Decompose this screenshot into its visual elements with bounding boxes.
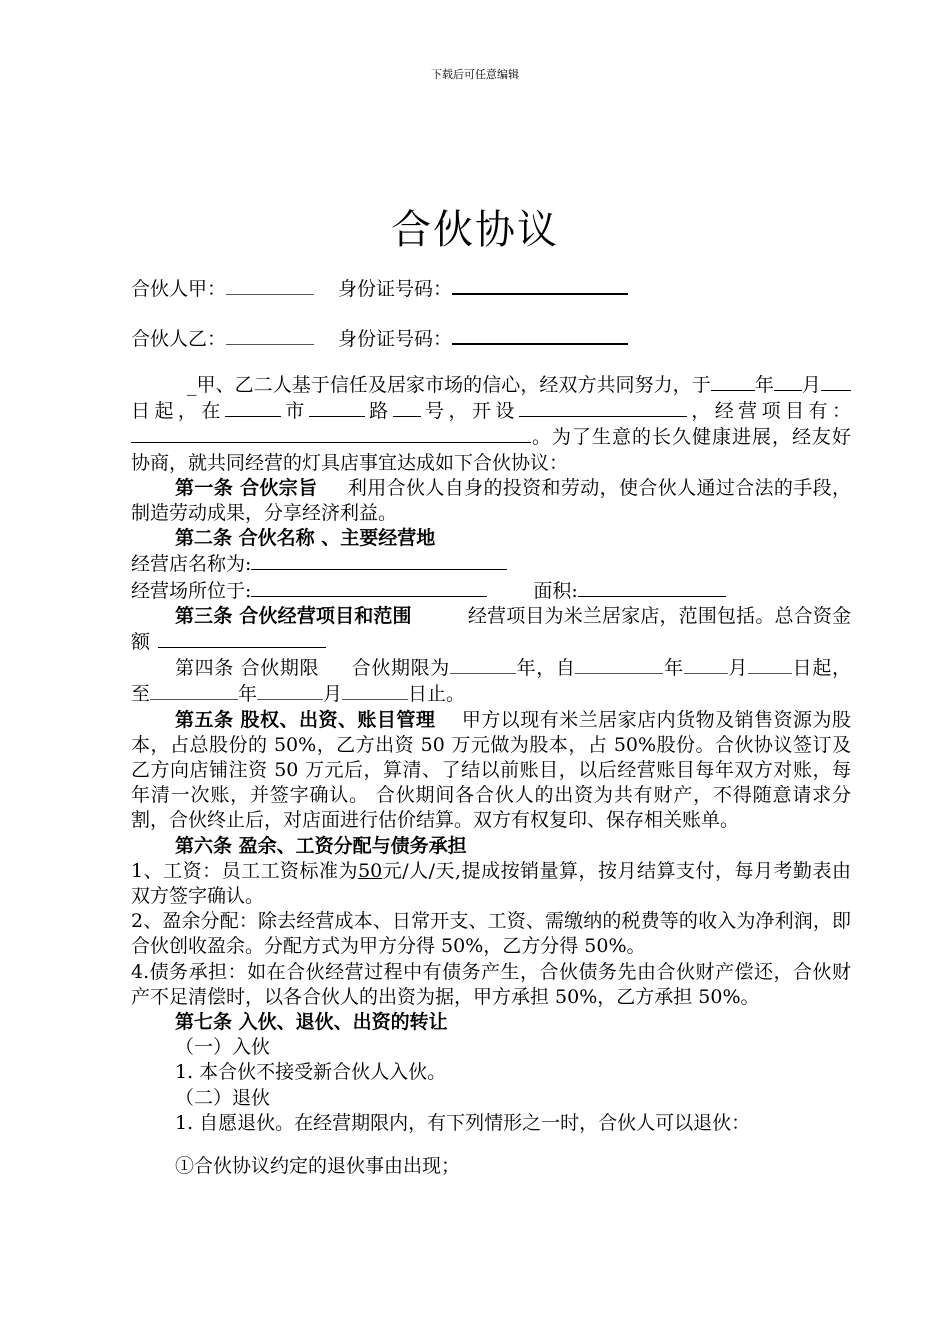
party-a-blank (226, 276, 314, 295)
intro-city: 市 (280, 400, 309, 423)
article-4-blank-3 (684, 655, 728, 674)
article-4-heading: 第四条 合伙期限 (175, 657, 320, 680)
article-3-total-label: 。总合资金额 (131, 604, 851, 654)
article-1-heading: 第一条 合伙宗旨 (175, 476, 318, 499)
intro-road: 路 (364, 400, 393, 423)
intro-blank-month (774, 372, 802, 391)
article-4-blank-6 (257, 681, 323, 700)
document-title: 合伙协议 (391, 207, 559, 253)
party-b-blank (226, 326, 314, 345)
intro-day: 日起，在 (131, 400, 225, 423)
article-4 (131, 655, 851, 707)
party-b-id-blank (452, 325, 628, 345)
article-2-location-label: 经营场所位于: (131, 579, 252, 602)
article-2-area-label: 面积: (533, 579, 578, 602)
article-7-section-2-item-1a: ①合伙协议约定的退伙事由出现； (175, 1155, 461, 1178)
party-b-label: 合伙人乙： (131, 328, 227, 350)
intro-blank-day (821, 372, 851, 391)
article-6-item-1 (131, 859, 851, 909)
article-3-text: 经营项目为米兰居家店，范围包括 (467, 604, 756, 627)
article-2-shop-name-label: 经营店名称为: (131, 553, 252, 576)
article-6-item-2: 2、盈余分配：除去经营成本、日常开支、工资、需缴纳的税费等的收入为净利润，即合伙创收盈余。分配方式为甲方分得 50%，乙方分得 50%。 (131, 910, 851, 958)
article-6-wage-amount: 50 (358, 859, 383, 882)
intro-month: 月 (801, 374, 821, 396)
article-2-heading: 第二条 合伙名称 、主要经营地 (175, 527, 436, 550)
article-7-section-2: （二）退伙 (175, 1086, 271, 1109)
intro-blank-no (393, 398, 421, 417)
article-4-blank-4 (748, 655, 792, 674)
page-header-note: 下载后可任意编辑 (431, 68, 519, 81)
article-1 (131, 476, 851, 526)
intro-no: 号，开设 (420, 400, 519, 423)
intro-blank-road (309, 398, 365, 417)
article-6-heading: 第六条 盈余、工资分配与债务承担 (175, 834, 467, 857)
party-b-line (131, 324, 628, 351)
article-4-t3: 年 (663, 657, 684, 680)
party-a-line (131, 274, 628, 301)
intro-blank-biz (519, 398, 687, 417)
intro-year: 年 (754, 374, 774, 396)
article-4-t8: 日止。 (408, 683, 466, 706)
article-2-shop-name-blank (251, 551, 507, 570)
article-4-t5: 日起，至 (131, 657, 851, 706)
article-2-shop-name-line (131, 551, 851, 577)
article-2-location-blank (251, 578, 487, 597)
article-4-blank-7 (342, 681, 408, 700)
article-4-t4: 月 (727, 657, 749, 680)
intro-biz: ，经营 (686, 400, 762, 423)
article-4-t7: 月 (323, 683, 343, 706)
article-7-section-2-item-1: 1. 自愿退伙。在经营期限内，有下列情形之一时，合伙人可以退伙： (175, 1111, 751, 1134)
article-5-heading: 第五条 股权、出资、账目管理 (175, 708, 436, 731)
intro-paragraph (131, 372, 851, 1179)
article-3-heading: 第三条 合伙经营项目和范围 (175, 604, 412, 627)
article-6-item-4: 4.债务承担：如在合伙经营过程中有债务产生，合伙债务先由合伙财产偿还，合伙财产不足清偿时，以各合伙人的出资为据，甲方承担 50%，乙方承担 50%。 (131, 960, 851, 1008)
article-5 (131, 708, 851, 834)
intro-rest: 。为了生意的长久健康进展，经友好协商，就共同经营的灯具店事宜达成如下合伙协议： (131, 426, 851, 474)
article-1-text: 利用合伙人自身的投资和劳动，使合伙人通过合法的手段，制造劳动成果，分享经济利益。 (131, 476, 851, 525)
intro-blank-items (131, 424, 531, 443)
article-2-location-line (131, 578, 851, 604)
article-7-section-1-item-1: 1. 本合伙不接受新合伙人入伙。 (175, 1061, 447, 1084)
intro-blank-city (225, 398, 281, 417)
party-a-label: 合伙人甲： (131, 278, 227, 300)
article-7-section-1: （一）入伙 (175, 1036, 271, 1059)
article-7-heading-line (131, 1010, 851, 1035)
party-a-id-blank (452, 275, 628, 295)
intro-items: 项目有： (761, 400, 851, 423)
article-6-item-1-post: 元/人/天,提成按销量算，按月结算支付，每月考勤表由双方签字确认。 (131, 859, 852, 908)
article-6-item-1-pre: 1、工资：员工工资标准为 (131, 859, 359, 882)
article-4-blank-1 (450, 655, 516, 674)
article-3 (131, 604, 851, 655)
article-4-t1: 合伙期限为 (351, 657, 450, 680)
party-b-id-label: 身份证号码： (338, 328, 453, 350)
article-2-area-blank (578, 578, 726, 597)
intro-blank-year (711, 372, 755, 391)
article-4-t2: 年，自 (515, 657, 576, 680)
party-a-id-label: 身份证号码： (338, 278, 453, 300)
article-7-heading: 第七条 入伙、退伙、出资的转让 (175, 1011, 448, 1034)
article-3-total-blank (158, 629, 326, 648)
article-2-heading-line (131, 526, 851, 551)
intro-text-1: _甲、乙二人基于信任及居家市场的信心，经双方共同努力，于 (187, 374, 711, 396)
article-5-text: 甲方以现有米兰居家店内货物及销售资源为股本，占总股份的 50%，乙方出资 50 万元做为股本，占 50%股份。合伙协议签订及乙方向店铺注资 50 万元后，算清、了结以前账目，以后经营账目每年双方对账，每年清一次账，并签字确认。 合伙期间各合伙人的出资为共有财产，不得随意请求分割，合伙终止后，对店面进行估价结算。双方有权复印、保存相关账单。 (131, 708, 851, 832)
article-6-heading-line (131, 834, 851, 859)
article-4-t6: 年 (238, 683, 258, 706)
article-4-blank-2 (575, 655, 663, 674)
article-4-blank-5 (150, 681, 238, 700)
